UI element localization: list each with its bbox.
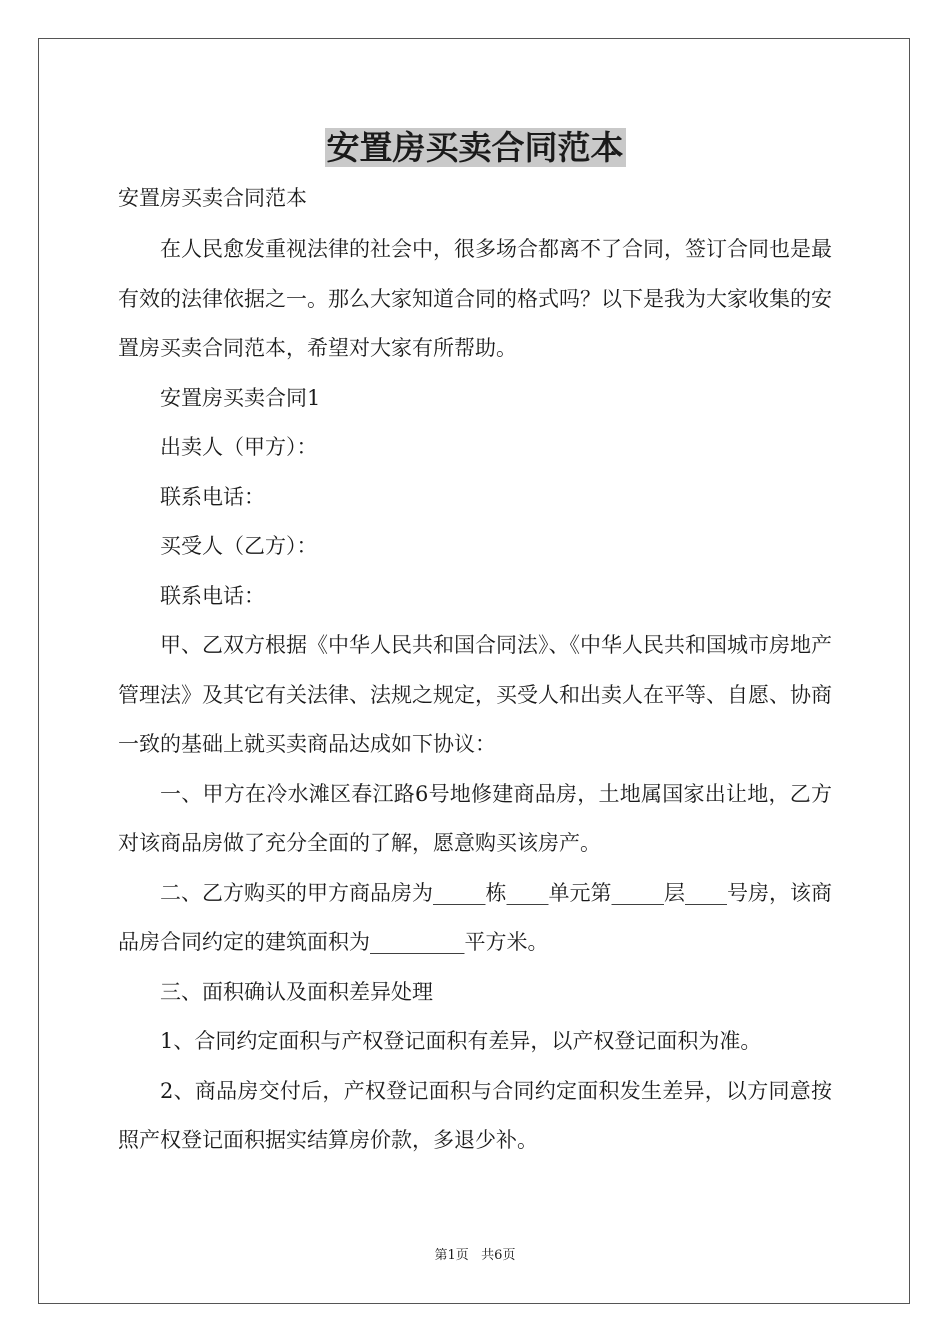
seller-line: 出卖人（甲方）： [160,435,318,459]
clause-three-heading: 三、面积确认及面积差异处理 [160,979,433,1004]
document-title-text: 安置房买卖合同范本 [326,128,624,167]
clause-one: 一、甲方在冷水滩区春江路6号地修建商品房，土地属国家出让地，乙方对该商品房做了充分全面的了解，愿意购买该房产。 [118,781,832,855]
intro-paragraph: 在人民愈发重视法律的社会中，很多场合都离不了合同，签订合同也是最有效的法律依据之一。那么大家知道合同的格式吗？以下是我为大家收集的安置房买卖合同范本，希望对大家有所帮助。 [118,237,832,360]
document-title [0,124,950,172]
clause-two: 二、乙方购买的甲方商品房为_____栋____单元第_____层____号房，该商品房合同约定的建筑面积为_________平方米。 [118,880,832,954]
document-subtitle: 安置房买卖合同范本 [118,186,307,210]
seller-phone-line: 联系电话： [160,484,265,509]
clause-three-item-1: 1、合同约定面积与产权登记面积有差异，以产权登记面积为准。 [160,1029,762,1053]
page-footer: 第1页 共6页 [434,1248,516,1263]
clause-three-item-2: 2、商品房交付后，产权登记面积与合同约定面积发生差异，以方同意按照产权登记面积据实结算房价款，多退少补。 [118,1078,832,1152]
buyer-phone-line: 联系电话： [160,583,265,608]
preamble-paragraph: 甲、乙双方根据《中华人民共和国合同法》、《中华人民共和国城市房地产管理法》及其它有关法律、法规之规定，买受人和出卖人在平等、自愿、协商一致的基础上就买卖商品达成如下协议： [118,633,832,756]
document-body [118,225,832,1166]
contract-heading: 安置房买卖合同1 [160,385,321,410]
buyer-line: 买受人（乙方）： [160,534,318,558]
